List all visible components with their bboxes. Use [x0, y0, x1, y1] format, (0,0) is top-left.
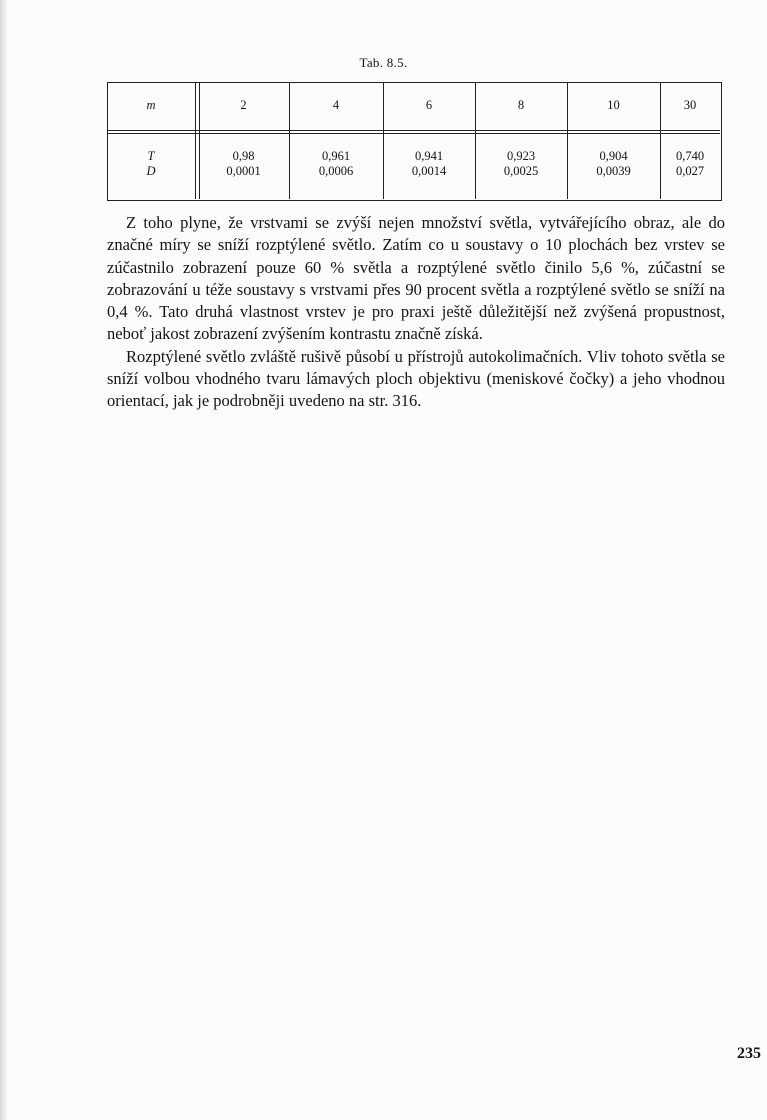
page-number: 235	[737, 1045, 761, 1062]
header-cell-m: m	[146, 98, 156, 112]
value-D: 0,0006	[318, 164, 354, 178]
table-caption: Tab. 8.5.	[359, 55, 408, 70]
paragraph: Z toho plyne, že vrstvami se zvýší nejen množství světla, vytvářejícího obraz, ale do značné míry se sníží rozptýlené světlo. Zatím co u soustavy o 10 plochách bez vrstev se zúčastnilo zobrazení pouze 60 % světla a rozptýlené světlo činilo 5,6 %, zúčastní se zobrazování u téže soustavy s vrstvami přes 90 procent světla a rozptýlené světlo se sníží na 0,4 %. Tato druhá vlastnost vrstev je pro praxi ještě důležitější než zvýšená propustnost, neboť jakost zobrazení zvýšením kontrastu značně získá.	[107, 213, 725, 344]
value-T: 0,923	[506, 149, 536, 163]
row-label-T: T	[147, 149, 155, 163]
value-T: 0,904	[599, 149, 628, 163]
body-text	[107, 212, 725, 413]
table-cell	[567, 149, 660, 179]
table-cell	[475, 149, 567, 179]
table-header-rule	[107, 130, 720, 131]
value-D: 0,0025	[503, 164, 539, 178]
header-cell: 10	[607, 98, 620, 112]
header-cell: 30	[683, 98, 697, 112]
scan-edge-shadow	[0, 0, 8, 1120]
table-header-rule	[107, 133, 720, 134]
paragraph: Rozptýlené světlo zvláště rušivě působí u přístrojů autokolimačních. Vliv tohoto světla se sníží volbou vhodného tvaru lámavých ploch objektivu (meniskové čočky) a jeho vhodnou orientací, jak je podrobněji uvedeno na str. 316.	[107, 346, 725, 411]
value-D: 0,0039	[596, 164, 631, 178]
header-cell: 6	[425, 98, 433, 112]
row-labels	[107, 149, 195, 179]
value-D: 0,0001	[226, 164, 261, 178]
value-T: 0,941	[414, 149, 444, 163]
table-cell	[289, 149, 383, 179]
value-D: 0,027	[675, 164, 705, 178]
table-cell	[198, 149, 289, 179]
header-cell: 8	[517, 98, 525, 112]
value-D: 0,0014	[411, 164, 447, 178]
row-label-D: D	[146, 164, 156, 178]
value-T: 0,961	[321, 149, 351, 163]
data-table	[107, 82, 722, 201]
header-cell: 2	[240, 98, 247, 112]
value-T: 0,740	[675, 149, 705, 163]
table-cell	[660, 149, 720, 179]
header-cell: 4	[332, 98, 340, 112]
table-cell	[383, 149, 475, 179]
value-T: 0,98	[232, 149, 255, 163]
